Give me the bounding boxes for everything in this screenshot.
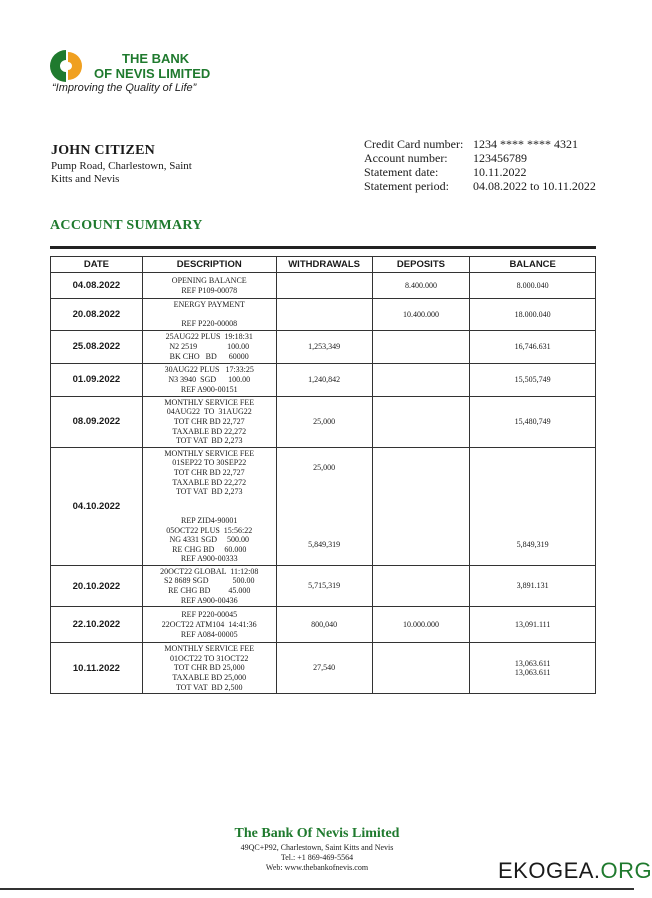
- cell-description-line: TAXABLE BD 22,272: [172, 477, 247, 487]
- cell-balance-line: [472, 482, 593, 492]
- customer-address-line: Pump Road, Charlestown, Saint: [51, 160, 192, 172]
- cell-withdrawals: [276, 607, 372, 643]
- cell-withdrawals-line: 5,715,319: [308, 581, 341, 591]
- cell-description-line: [145, 506, 274, 516]
- column-header-description: DESCRIPTION: [142, 257, 276, 273]
- cell-withdrawals-line: [279, 530, 370, 540]
- cell-withdrawals: [276, 299, 372, 331]
- column-header-deposits: DEPOSITS: [372, 257, 470, 273]
- account-summary-title: ACCOUNT SUMMARY: [50, 218, 203, 233]
- cell-balance-line: [472, 492, 593, 502]
- cell-description-line: ENERGY PAYMENT: [173, 300, 245, 309]
- cell-description-line: 20OCT22 GLOBAL 11:12:08: [160, 566, 259, 576]
- cell-description: [142, 447, 276, 565]
- cell-withdrawals-line: 25,000: [313, 463, 336, 473]
- cell-deposits: [372, 273, 470, 299]
- cell-description-line: N3 3940 SGD 100.00: [168, 374, 251, 384]
- cell-date: 25.08.2022: [51, 330, 143, 363]
- table-row: [51, 299, 596, 331]
- cell-date: 04.08.2022: [51, 273, 143, 299]
- cell-balance-line: [472, 502, 593, 512]
- customer-address: [51, 160, 221, 186]
- cell-balance-line: 13,091.111: [514, 619, 551, 629]
- cell-balance-line: 3,891.131: [516, 581, 549, 591]
- cell-description-line: REF P220-00045: [181, 610, 238, 620]
- watermark-part2: ORG: [600, 858, 652, 883]
- cell-description-line: BK CHO BD 60000: [169, 351, 249, 361]
- cell-description-line: REF A084-00005: [180, 629, 238, 639]
- cell-description-line: OPENING BALANCE: [171, 275, 247, 285]
- cell-deposits-line: [375, 581, 468, 591]
- cell-date: 20.10.2022: [51, 565, 143, 606]
- cell-description-line: [145, 497, 274, 507]
- cell-balance-line: 15,480,749: [514, 416, 551, 426]
- cell-withdrawals-line: 5,849,319: [308, 539, 341, 549]
- cell-balance-line: [472, 521, 593, 531]
- account-number-value: 123456789: [473, 151, 527, 165]
- cell-description-line: TOT VAT BD 2,273: [175, 436, 243, 446]
- footer-bank-name: The Bank Of Nevis Limited: [234, 826, 400, 841]
- cell-deposits-line: [375, 375, 468, 385]
- cell-description: [142, 643, 276, 694]
- footer-web: Web: www.thebankofnevis.com: [265, 863, 369, 872]
- footer-address: 49QC+P92, Charlestown, Saint Kitts and Nevis: [240, 843, 394, 852]
- cell-balance-line: 13,063.611: [514, 668, 551, 678]
- table-row: [51, 363, 596, 396]
- card-number-label: Credit Card number:: [364, 137, 464, 151]
- cell-withdrawals-line: [279, 281, 370, 291]
- cell-withdrawals-line: 27,540: [313, 663, 336, 673]
- cell-description: [142, 330, 276, 363]
- table-row: [51, 565, 596, 606]
- cell-balance: [470, 396, 596, 447]
- cell-description: [142, 396, 276, 447]
- cell-description-line: N2 2519 100.00: [169, 341, 250, 351]
- cell-description-line: TAXABLE BD 25,000: [172, 673, 247, 683]
- cell-description-line: REP ZID4-90001: [181, 515, 238, 525]
- cell-deposits: [372, 447, 470, 565]
- column-header-date: DATE: [51, 257, 143, 273]
- column-header-withdrawals: WITHDRAWALS: [276, 257, 372, 273]
- cell-balance: [470, 273, 596, 299]
- cell-withdrawals-line: 1,240,842: [308, 374, 341, 384]
- statement-date-value: 10.11.2022: [473, 165, 527, 179]
- bank-name-line2: OF NEVIS LIMITED: [94, 66, 211, 81]
- cell-withdrawals-line: [279, 482, 370, 492]
- cell-balance-line: 16,746.631: [514, 341, 551, 351]
- cell-balance: [470, 363, 596, 396]
- cell-date: 22.10.2022: [51, 607, 143, 643]
- cell-description-line: MONTHLY SERVICE FEE: [164, 644, 255, 654]
- cell-description: [142, 565, 276, 606]
- cell-description-line: 04AUG22 TO 31AUG22: [166, 407, 252, 417]
- bank-name-line1: THE BANK: [122, 51, 190, 66]
- cell-withdrawals-line: [279, 492, 370, 502]
- cell-withdrawals: [276, 447, 372, 565]
- cell-withdrawals: [276, 643, 372, 694]
- cell-description-line: TOT VAT BD 2,500: [175, 682, 243, 692]
- cell-deposits: [372, 565, 470, 606]
- cell-withdrawals: [276, 330, 372, 363]
- cell-balance: [470, 299, 596, 331]
- cell-description-line: 25AUG22 PLUS 19:18:31: [165, 332, 253, 342]
- cell-withdrawals-line: 25,000: [313, 416, 336, 426]
- cell-deposits-line: 10.400.000: [402, 309, 439, 319]
- cell-description-line: 05OCT22 PLUS 15:56:22: [166, 525, 253, 535]
- statement-info: [364, 137, 596, 193]
- bank-logo-icon: [48, 48, 84, 84]
- cell-deposits: [372, 330, 470, 363]
- statement-period-label: Statement period:: [364, 179, 449, 193]
- cell-description-line: TAXABLE BD 22,272: [172, 426, 247, 436]
- table-row: [51, 607, 596, 643]
- cell-deposits: [372, 299, 470, 331]
- cell-description-line: RE CHG BD 60.000: [172, 544, 247, 554]
- customer-name: JOHN CITIZEN: [51, 143, 155, 158]
- cell-balance-line: [472, 530, 593, 540]
- cell-deposits-line: [375, 417, 468, 427]
- cell-date: 04.10.2022: [51, 447, 143, 565]
- cell-description-line: [145, 310, 274, 320]
- cell-withdrawals-line: 800,040: [311, 619, 338, 629]
- cell-withdrawals: [276, 396, 372, 447]
- cell-balance: [470, 643, 596, 694]
- cell-balance-line: [472, 473, 593, 483]
- cell-balance-line: 18.000.040: [514, 309, 551, 319]
- table-row: [51, 396, 596, 447]
- cell-deposits: [372, 643, 470, 694]
- card-number-value: 1234 **** **** 4321: [473, 137, 578, 151]
- cell-balance-line: 13,063.611: [514, 658, 551, 668]
- cell-balance-line: [472, 511, 593, 521]
- column-header-balance: BALANCE: [470, 257, 596, 273]
- cell-withdrawals-line: [279, 473, 370, 483]
- cell-description-line: REF A900-00333: [180, 554, 238, 564]
- cell-deposits: [372, 396, 470, 447]
- cell-description-line: MONTHLY SERVICE FEE: [164, 448, 255, 458]
- statement-date-label: Statement date:: [364, 165, 439, 179]
- section-divider: [50, 246, 596, 249]
- cell-description-line: 30AUG22 PLUS 17:33:25: [164, 365, 254, 375]
- footer-phone: Tel.: +1 869-469-5564: [280, 853, 354, 862]
- cell-description-line: TOT CHR BD 22,727: [173, 467, 245, 477]
- cell-description-line: REF A900-00436: [180, 595, 238, 605]
- customer-address-line: Kitts and Nevis: [51, 173, 120, 185]
- cell-description: [142, 363, 276, 396]
- bank-name: [94, 51, 210, 81]
- transactions-table: [50, 256, 596, 694]
- cell-withdrawals-line: [279, 511, 370, 521]
- cell-balance-line: [472, 463, 593, 473]
- table-row: [51, 447, 596, 565]
- cell-withdrawals-line: [279, 521, 370, 531]
- cell-balance-line: 8.000.040: [516, 280, 549, 290]
- cell-description-line: MONTHLY SERVICE FEE: [164, 397, 255, 407]
- cell-description-line: 22OCT22 ATM104 14:41:36: [161, 619, 257, 629]
- cell-withdrawals: [276, 273, 372, 299]
- cell-date: 20.08.2022: [51, 299, 143, 331]
- cell-balance: [470, 447, 596, 565]
- cell-balance-line: 5,849,319: [516, 539, 549, 549]
- watermark: [498, 858, 652, 884]
- cell-description-line: REF P109-00078: [181, 285, 238, 295]
- cell-deposits-line: 10.000.000: [402, 619, 439, 629]
- account-number-label: Account number:: [364, 151, 448, 165]
- cell-withdrawals: [276, 363, 372, 396]
- cell-date: 10.11.2022: [51, 643, 143, 694]
- cell-description-line: 01OCT22 TO 31OCT22: [170, 653, 249, 663]
- cell-description-line: 01SEP22 TO 30SEP22: [172, 458, 247, 468]
- cell-deposits-line: [375, 342, 468, 352]
- cell-withdrawals-line: [279, 310, 370, 320]
- cell-withdrawals: [276, 565, 372, 606]
- cell-description-line: NG 4331 SGD 500.00: [169, 535, 250, 545]
- cell-deposits-line: [375, 502, 468, 512]
- cell-withdrawals-line: 1,253,349: [308, 341, 341, 351]
- cell-deposits-line: 8.400.000: [404, 280, 437, 290]
- cell-deposits-line: [375, 663, 468, 673]
- cell-description-line: REF A900-00151: [180, 384, 238, 394]
- footer-divider: [0, 888, 634, 890]
- cell-balance: [470, 330, 596, 363]
- cell-deposits: [372, 363, 470, 396]
- cell-date: 01.09.2022: [51, 363, 143, 396]
- cell-balance-line: 15,505,749: [514, 374, 551, 384]
- cell-description-line: TOT VAT BD 2,273: [175, 487, 243, 497]
- cell-description: [142, 607, 276, 643]
- cell-balance: [470, 607, 596, 643]
- bank-slogan: “Improving the Quality of Life”: [52, 82, 197, 94]
- table-row: [51, 273, 596, 299]
- cell-description: [142, 273, 276, 299]
- watermark-part1: EKOGEA.: [498, 858, 601, 883]
- cell-description-line: S2 8689 SGD 500.00: [164, 576, 255, 586]
- cell-description: [142, 299, 276, 331]
- cell-deposits: [372, 607, 470, 643]
- statement-period-value: 04.08.2022 to 10.11.2022: [473, 179, 596, 193]
- table-row: [51, 330, 596, 363]
- cell-description-line: RE CHG BD 45.000: [168, 586, 251, 596]
- cell-description-line: TOT CHR BD 25,000: [173, 663, 245, 673]
- cell-date: 08.09.2022: [51, 396, 143, 447]
- table-row: [51, 643, 596, 694]
- cell-balance: [470, 565, 596, 606]
- table-header-row: [51, 257, 596, 273]
- cell-withdrawals-line: [279, 502, 370, 512]
- cell-description-line: REF P220-00008: [181, 319, 238, 329]
- cell-description-line: TOT CHR BD 22,727: [173, 416, 245, 426]
